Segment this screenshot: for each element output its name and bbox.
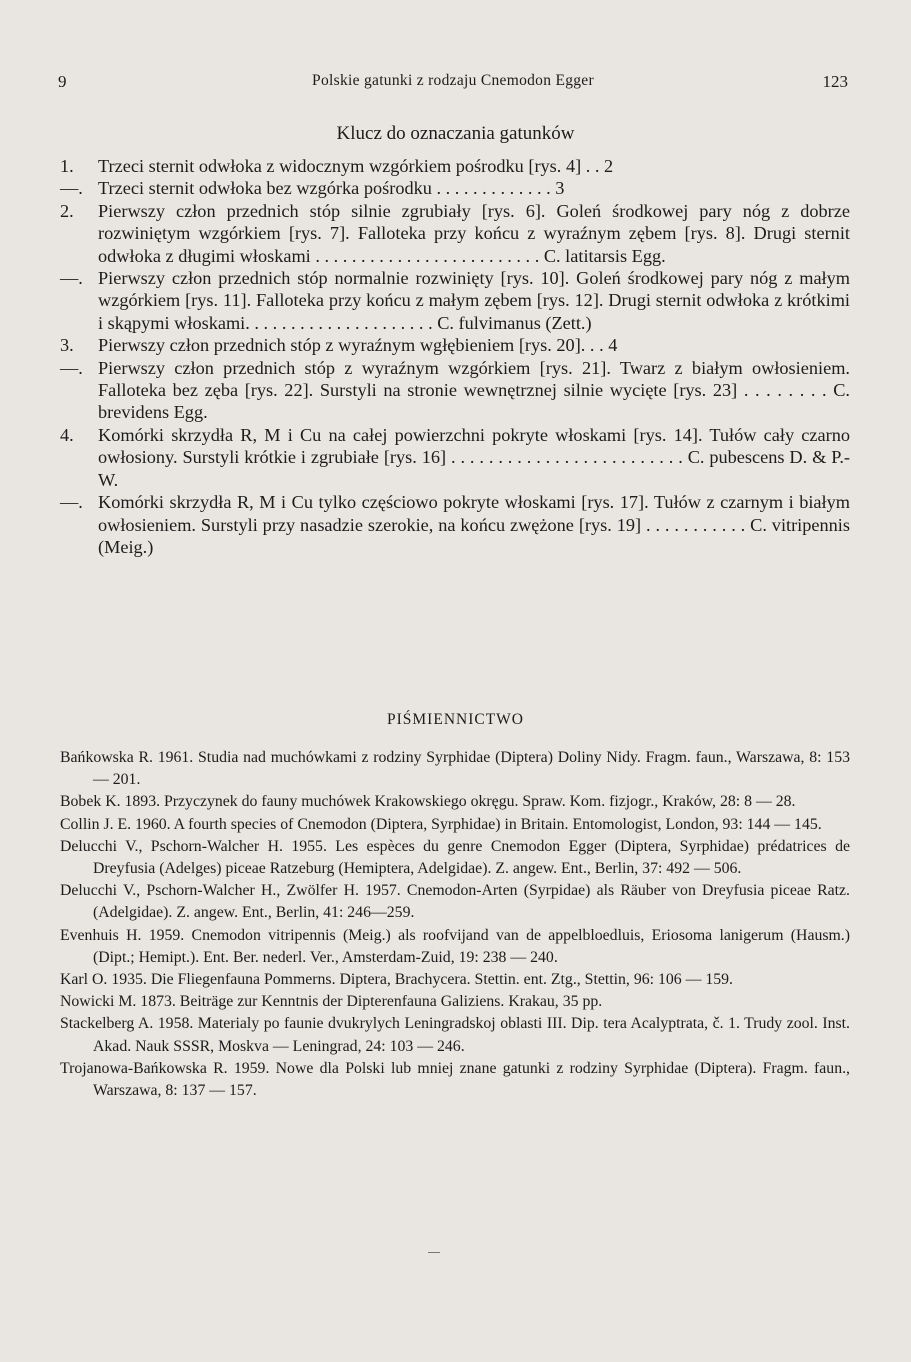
key-entry-number: —. xyxy=(60,357,83,378)
page-number-left: 9 xyxy=(58,72,67,91)
reference-item: Bańkowska R. 1961. Studia nad muchówkami z rodziny Syrphidae (Diptera) Doliny Nidy. Fragm. faun., Warszawa, 8: 153 — 201. xyxy=(60,749,850,789)
key-entry-text: Trzeci sternit odwłoka z widocznym wzgórkiem pośrodku [rys. 4] . . 2 xyxy=(98,156,614,176)
key-entry-number: 4. xyxy=(60,424,74,445)
reference-item: Collin J. E. 1960. A fourth species of Cnemodon (Diptera, Syrphidae) in Britain. Entomologist, London, 93: 144 — 145. xyxy=(60,815,822,833)
key-entry-text: Komórki skrzydła R, M i Cu tylko częściowo pokryte włoskami [rys. 17]. Tułów z czarnym i białym owłosieniem. Surstyli przy nasadzie szerokie, na końcu zwężone [rys. 19] . . . . . . . . . . . C. vitripennis (Meig.) xyxy=(98,492,850,557)
reference-item: Stackelberg A. 1958. Materialy po faunie dvukrylych Leningradskoj oblasti III. Dip. tera Acalyptrata, č. 1. Trudy zool. Inst. Akad. Nauk SSSR, Moskva — Leningrad, 24: 103 — 246. xyxy=(60,1015,850,1055)
footer-mark xyxy=(428,1252,440,1253)
literature-title: PIŚMIENNICTWO xyxy=(387,711,524,728)
page-header xyxy=(58,72,848,98)
reference-item: Evenhuis H. 1959. Cnemodon vitripennis (Meig.) als roofvijand van de appelbloedluis, Eriosoma lanigerum (Hausm.) (Dipt.; Hemipt.). Ent. Ber. nederl. Ver., Amsterdam-Zuid, 19: 238 — 240. xyxy=(60,926,850,966)
reference-item: Trojanowa-Bańkowska R. 1959. Nowe dla Polski lub mniej znane gatunki z rodziny Syrphidae (Diptera). Fragm. faun., Warszawa, 8: 137 — 157. xyxy=(60,1059,850,1100)
key-entry-number: —. xyxy=(60,178,83,199)
reference-item: Bobek K. 1893. Przyczynek do fauny muchówek Krakowskiego okręgu. Spraw. Kom. fizjogr., Kraków, 28: 8 — 28. xyxy=(60,793,796,811)
key-entry xyxy=(60,267,850,334)
key-entry-text: Pierwszy człon przednich stóp normalnie rozwinięty [rys. 10]. Goleń środkowej pary nóg z małym wzgórkiem [rys. 11]. Falloteka przy końcu z małym zębem [rys. 12]. Drugi sternit odwłoka z krótkimi i skąpymi włoskami. . . . . . . . . . . . . . . . . . . . . C. fulvimanus (Zett.) xyxy=(98,268,850,333)
key-entry-text: Pierwszy człon przednich stóp silnie zgrubiały [rys. 6]. Goleń środkowej pary nóg z dobrze rozwiniętym wzgórkiem [rys. 7]. Falloteka przy końcu z wyraźnym zębem [rys. 8]. Drugi sternit odwłoka z długimi włoskami . . . . . . . . . . . . . . . . . . . . . . . . . C. latitarsis Egg. xyxy=(98,200,850,266)
reference-list xyxy=(60,747,850,1102)
key-entry-number: —. xyxy=(60,268,83,289)
page-number-right: 123 xyxy=(822,72,848,91)
key-entry xyxy=(60,155,850,177)
reference-item: Nowicki M. 1873. Beiträge zur Kenntnis der Dipterenfauna Galiziens. Krakau, 35 pp. xyxy=(60,993,603,1011)
key-entry xyxy=(60,200,850,267)
key-entry xyxy=(60,334,850,356)
key-entry-text: Trzeci sternit odwłoka bez wzgórka pośrodku . . . . . . . . . . . . . 3 xyxy=(98,178,565,199)
reference-item: Delucchi V., Pschorn-Walcher H., Zwölfer H. 1957. Cnemodon-Arten (Syrpidae) als Räuber von Dreyfusia piceae Ratz. (Adelgidae). Z. angew. Ent., Berlin, 41: 246—259. xyxy=(60,882,850,922)
running-title: Polskie gatunki z rodzaju Cnemodon Egger xyxy=(312,72,594,89)
key-entry-text: Pierwszy człon przednich stóp z wyraźnym wgłębieniem [rys. 20]. . . 4 xyxy=(98,335,618,356)
identification-key xyxy=(60,155,850,558)
key-entry xyxy=(60,424,850,491)
key-entry-number: —. xyxy=(60,492,83,513)
key-entry-number: 3. xyxy=(60,335,74,356)
reference-item: Karl O. 1935. Die Fliegenfauna Pommerns. Diptera, Brachycera. Stettin. ent. Ztg., Stettin, 96: 106 — 159. xyxy=(60,971,733,989)
reference-item: Delucchi V., Pschorn-Walcher H. 1955. Les espèces du genre Cnemodon Egger (Diptera, Syrphidae) prédatrices de Dreyfusia (Adelges) piceae Ratzeburg (Hemiptera, Adelgidae). Z. angew. Ent., Berlin, 37: 492 — 506. xyxy=(60,837,850,878)
key-entry-number: 2. xyxy=(60,200,74,221)
key-entry-text: Pierwszy człon przednich stóp z wyraźnym wzgórkiem [rys. 21]. Twarz z białym owłosieniem. Falloteka bez zęba [rys. 22]. Surstyli na stronie wewnętrznej silnie wycięte [rys. 23] . . . . . . . . C. brevidens Egg. xyxy=(98,357,850,423)
key-entry-text: Komórki skrzydła R, M i Cu na całej powierzchni pokryte włoskami [rys. 14]. Tułów cały czarno owłosiony. Surstyli krótkie i zgrubiałe [rys. 16] . . . . . . . . . . . . . . . . . . . . . . . . . C. pubescens D. & P.-W. xyxy=(98,424,850,490)
key-entry-number: 1. xyxy=(60,156,74,176)
key-entry xyxy=(60,177,850,199)
key-entry xyxy=(60,357,850,424)
key-entry xyxy=(60,491,850,558)
key-title: Klucz do oznaczania gatunków xyxy=(336,123,575,144)
